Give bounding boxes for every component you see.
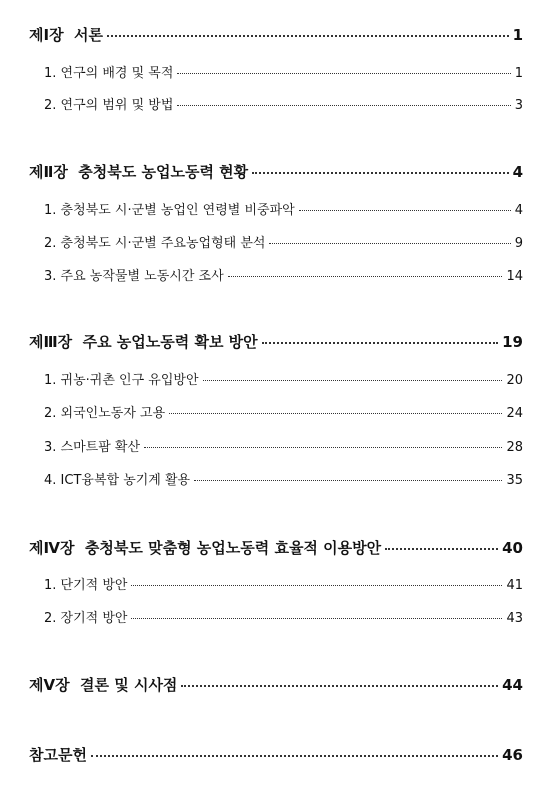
toc-entry-section-3-1[interactable]	[44, 369, 523, 388]
dot-leader	[131, 618, 502, 619]
toc-entry-page: 3	[514, 98, 523, 113]
dot-leader	[299, 210, 511, 211]
dot-leader	[177, 105, 510, 106]
dot-leader	[169, 413, 502, 414]
toc-entry-page: 19	[502, 333, 523, 351]
toc-entry-label: 제Ⅰ장 서론	[29, 26, 103, 44]
toc-entry-section-3-3[interactable]	[44, 436, 523, 455]
toc-entry-label: 참고문헌	[29, 746, 87, 764]
toc-entry-label: 3. 스마트팜 확산	[44, 440, 141, 455]
dot-leader	[228, 276, 503, 277]
toc-entry-chapter-1[interactable]	[29, 24, 523, 45]
toc-entry-page: 1	[514, 66, 523, 81]
toc-entry-section-3-2[interactable]	[44, 402, 523, 421]
dot-leader	[262, 342, 498, 344]
toc-entry-label: 2. 장기적 방안	[44, 611, 128, 626]
toc-entry-section-2-3[interactable]	[44, 265, 523, 284]
toc-entry-label: 제Ⅳ장 충청북도 맞춤형 농업노동력 효율적 이용방안	[29, 539, 382, 557]
toc-entry-label: 1. 연구의 배경 및 목적	[44, 66, 174, 81]
dot-leader	[269, 243, 510, 244]
toc-entry-label: 4. ICT융복합 농기계 활용	[44, 473, 191, 488]
toc-entry-section-4-2[interactable]	[44, 607, 523, 626]
toc-entry-page: 1	[512, 26, 523, 44]
dot-leader	[181, 685, 498, 687]
toc-entry-label: 2. 연구의 범위 및 방법	[44, 98, 174, 113]
toc-entry-section-3-4[interactable]	[44, 469, 523, 488]
toc-entry-label: 제Ⅲ장 주요 농업노동력 확보 방안	[29, 333, 258, 351]
dot-leader	[107, 35, 509, 37]
dot-leader	[177, 73, 510, 74]
dot-leader	[144, 447, 502, 448]
toc-entry-label: 2. 충청북도 시·군별 주요농업형태 분석	[44, 236, 266, 251]
toc-entry-section-2-2[interactable]	[44, 232, 523, 251]
dot-leader	[252, 172, 508, 174]
dot-leader	[194, 480, 502, 481]
toc-entry-page: 4	[514, 203, 523, 218]
toc-entry-label: 1. 귀농·귀촌 인구 유입방안	[44, 373, 199, 388]
toc-entry-label: 3. 주요 농작물별 노동시간 조사	[44, 269, 224, 284]
toc-entry-chapter-4[interactable]	[29, 537, 523, 558]
dot-leader	[91, 755, 498, 757]
toc-entry-page: 14	[506, 269, 523, 284]
toc-entry-page: 24	[506, 406, 523, 421]
toc-entry-page: 4	[512, 163, 523, 181]
toc-entry-chapter-2[interactable]	[29, 161, 523, 182]
toc-entry-page: 46	[502, 746, 523, 764]
toc-entry-label: 제Ⅴ장 결론 및 시사점	[29, 676, 178, 694]
toc-entry-page: 43	[506, 611, 523, 626]
toc-entry-section-1-1[interactable]	[44, 62, 523, 81]
toc-entry-page: 41	[506, 578, 523, 593]
toc-entry-references[interactable]	[29, 744, 523, 765]
toc-entry-label: 2. 외국인노동자 고용	[44, 406, 166, 421]
toc-entry-page: 28	[506, 440, 523, 455]
dot-leader	[203, 380, 503, 381]
toc-entry-section-2-1[interactable]	[44, 199, 523, 218]
dot-leader	[385, 548, 498, 550]
toc-entry-page: 20	[506, 373, 523, 388]
toc-entry-section-4-1[interactable]	[44, 574, 523, 593]
toc-entry-chapter-5[interactable]	[29, 674, 523, 695]
toc-entry-label: 1. 단기적 방안	[44, 578, 128, 593]
toc-entry-label: 1. 충청북도 시·군별 농업인 연령별 비중파악	[44, 203, 295, 218]
toc-entry-label: 제Ⅱ장 충청북도 농업노동력 현황	[29, 163, 249, 181]
dot-leader	[131, 585, 502, 586]
toc-entry-page: 40	[502, 539, 523, 557]
toc-entry-page: 9	[514, 236, 523, 251]
toc-entry-page: 44	[502, 676, 523, 694]
toc-entry-section-1-2[interactable]	[44, 94, 523, 113]
toc-entry-chapter-3[interactable]	[29, 331, 523, 352]
toc-entry-page: 35	[506, 473, 523, 488]
